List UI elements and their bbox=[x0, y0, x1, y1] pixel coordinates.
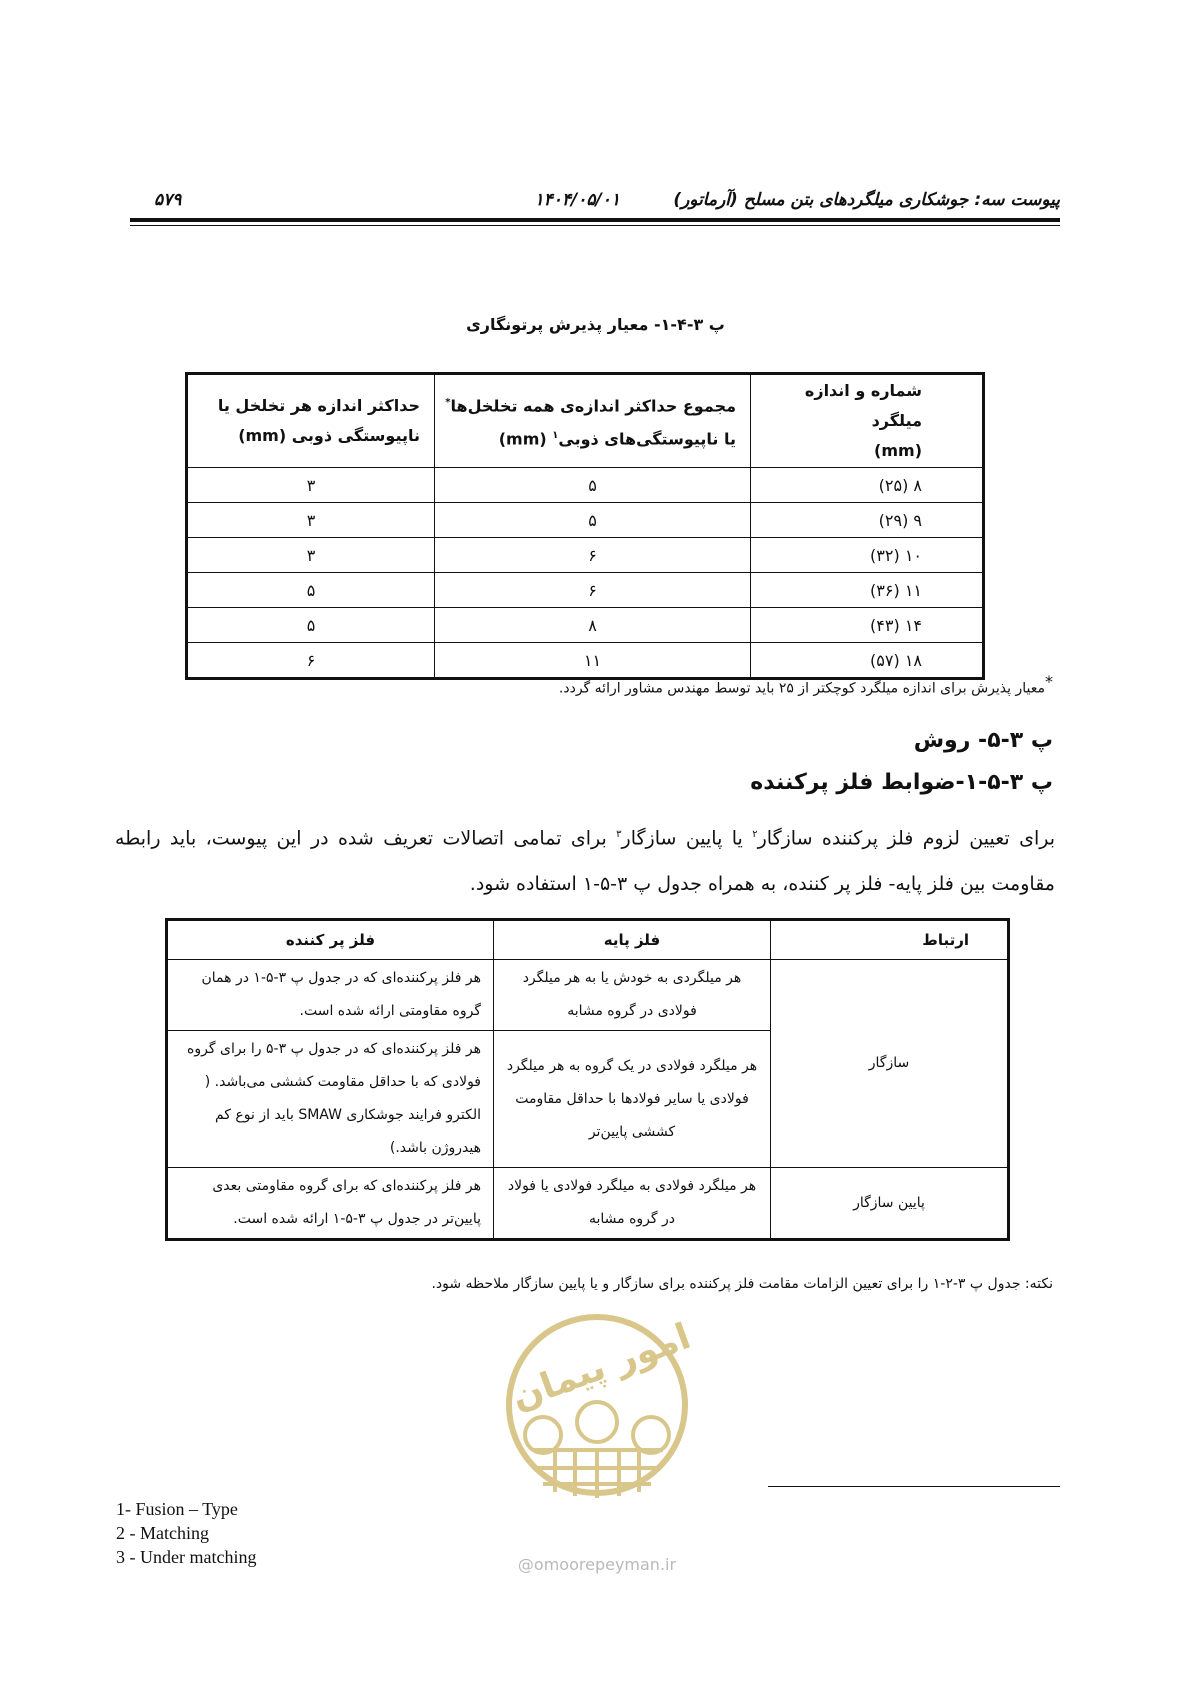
running-header bbox=[130, 190, 1060, 220]
cell-base: هر میلگرد فولادی در یک گروه به هر میلگرد فولادی یا سایر فولادها با حداقل مقاومت کششی پایین‌تر bbox=[494, 1031, 771, 1168]
table2-note: نکته: جدول پ ۳-۲-۱ را برای تعیین الزامات مقامت فلز پرکننده برای سازگار و یا پایین سازگار ملاحظه شود. bbox=[431, 1276, 1053, 1292]
footnote-3: 3 - Under matching bbox=[116, 1547, 257, 1567]
table-header-row bbox=[187, 374, 984, 468]
cell-filler: هر فلز پرکننده‌ای که در جدول پ ۳-۵-۱ در همان گروه مقاومتی ارائه شده است. bbox=[167, 960, 494, 1031]
header-sum-max: مجموع حداکثر اندازه‌ی همه تخلخل‌ها* یا ناپیوستگی‌های ذوبی$^۱$ (mm) bbox=[435, 374, 751, 468]
header-rule-thick bbox=[130, 218, 1060, 222]
header-date: ۱۴۰۴/۰۵/۰۱ bbox=[534, 190, 620, 210]
table-row: ۱۴ (۴۳) ۸ ۵ bbox=[187, 608, 984, 643]
table1-caption: پ ۳-۴-۱- معیار پذیرش پرتونگاری bbox=[466, 315, 725, 334]
header-title: پیوست سه: جوشکاری میلگردهای بتن مسلح (آرماتور) bbox=[673, 190, 1060, 210]
table-row: ۱۱ (۳۶) ۶ ۵ bbox=[187, 573, 984, 608]
logo-text: امور پیمان bbox=[506, 1315, 696, 1419]
radiography-acceptance-table bbox=[185, 372, 985, 680]
cell-filler: هر فلز پرکننده‌ای که برای گروه مقاومتی بعدی پایین‌تر در جدول پ ۳-۵-۱ ارائه شده است. bbox=[167, 1168, 494, 1240]
header-base-metal: فلز پایه bbox=[494, 920, 771, 960]
gear-icon bbox=[525, 1402, 669, 1498]
table-row bbox=[167, 960, 1009, 1031]
cell-filler: هر فلز پرکننده‌ای که در جدول پ ۳-۵ را برای گروه فولادی که با حداقل مقاومت کششی می‌باشد. ( الکترو فرایند جوشکاری SMAW باید از نوع کم هیدروژن باشد.) bbox=[167, 1031, 494, 1168]
table-row: ۸ (۲۵) ۵ ۳ bbox=[187, 468, 984, 503]
table-row: ۱۸ (۵۷) ۱۱ ۶ bbox=[187, 643, 984, 679]
footnote-2: 2 - Matching bbox=[116, 1523, 209, 1543]
subsection-heading: پ ۳-۵-۱-ضوابط فلز پرکننده bbox=[750, 770, 1053, 795]
footnote-rule bbox=[768, 1486, 1060, 1487]
table1-footnote: *معیار پذیرش برای اندازه میلگرد کوچکتر از ۲۵ باید توسط مهندس مشاور ارائه گردد. bbox=[558, 672, 1053, 697]
header-rule-thin bbox=[130, 225, 1060, 226]
filler-metal-table bbox=[165, 918, 1010, 1241]
header-each-max: حداکثر اندازه هر تخلخل یا ناپیوستگی ذوبی (mm) bbox=[187, 374, 435, 468]
table-row: ۹ (۲۹) ۵ ۳ bbox=[187, 503, 984, 538]
footnote-1: 1- Fusion – Type bbox=[116, 1499, 238, 1519]
table-row bbox=[167, 1168, 1009, 1240]
cell-under-matching: پایین سازگار bbox=[771, 1168, 1009, 1240]
page-number: ۵۷۹ bbox=[154, 190, 182, 210]
body-paragraph: برای تعیین لزوم فلز پرکننده سازگار$^۲$ یا پایین سازگار$^۳$ برای تمامی اتصالات تعریف شده در این پیوست، باید رابطه مقاومت بین فلز پایه- فلز پر کننده، به همراه جدول پ ۳-۵-۱ استفاده شود. bbox=[115, 827, 1055, 896]
cell-base: هر میلگرد فولادی به میلگرد فولادی یا فولاد در گروه مشابه bbox=[494, 1168, 771, 1240]
watermark-logo bbox=[495, 1310, 700, 1580]
watermark-url: @omoorepeyman.ir bbox=[517, 1555, 677, 1574]
footnotes bbox=[116, 1497, 256, 1569]
cell-matching: سازگار bbox=[771, 960, 1009, 1168]
header-link: ارتباط bbox=[771, 920, 1009, 960]
table-row: ۱۰ (۳۲) ۶ ۳ bbox=[187, 538, 984, 573]
cell-base: هر میلگردی به خودش یا به هر میلگرد فولادی در گروه مشابه bbox=[494, 960, 771, 1031]
table-header-row bbox=[167, 920, 1009, 960]
header-bar-size: شماره و اندازه میلگرد (mm) bbox=[751, 374, 984, 468]
header-filler-metal: فلز پر کننده bbox=[167, 920, 494, 960]
section-heading: پ ۳-۵- روش bbox=[913, 728, 1053, 753]
